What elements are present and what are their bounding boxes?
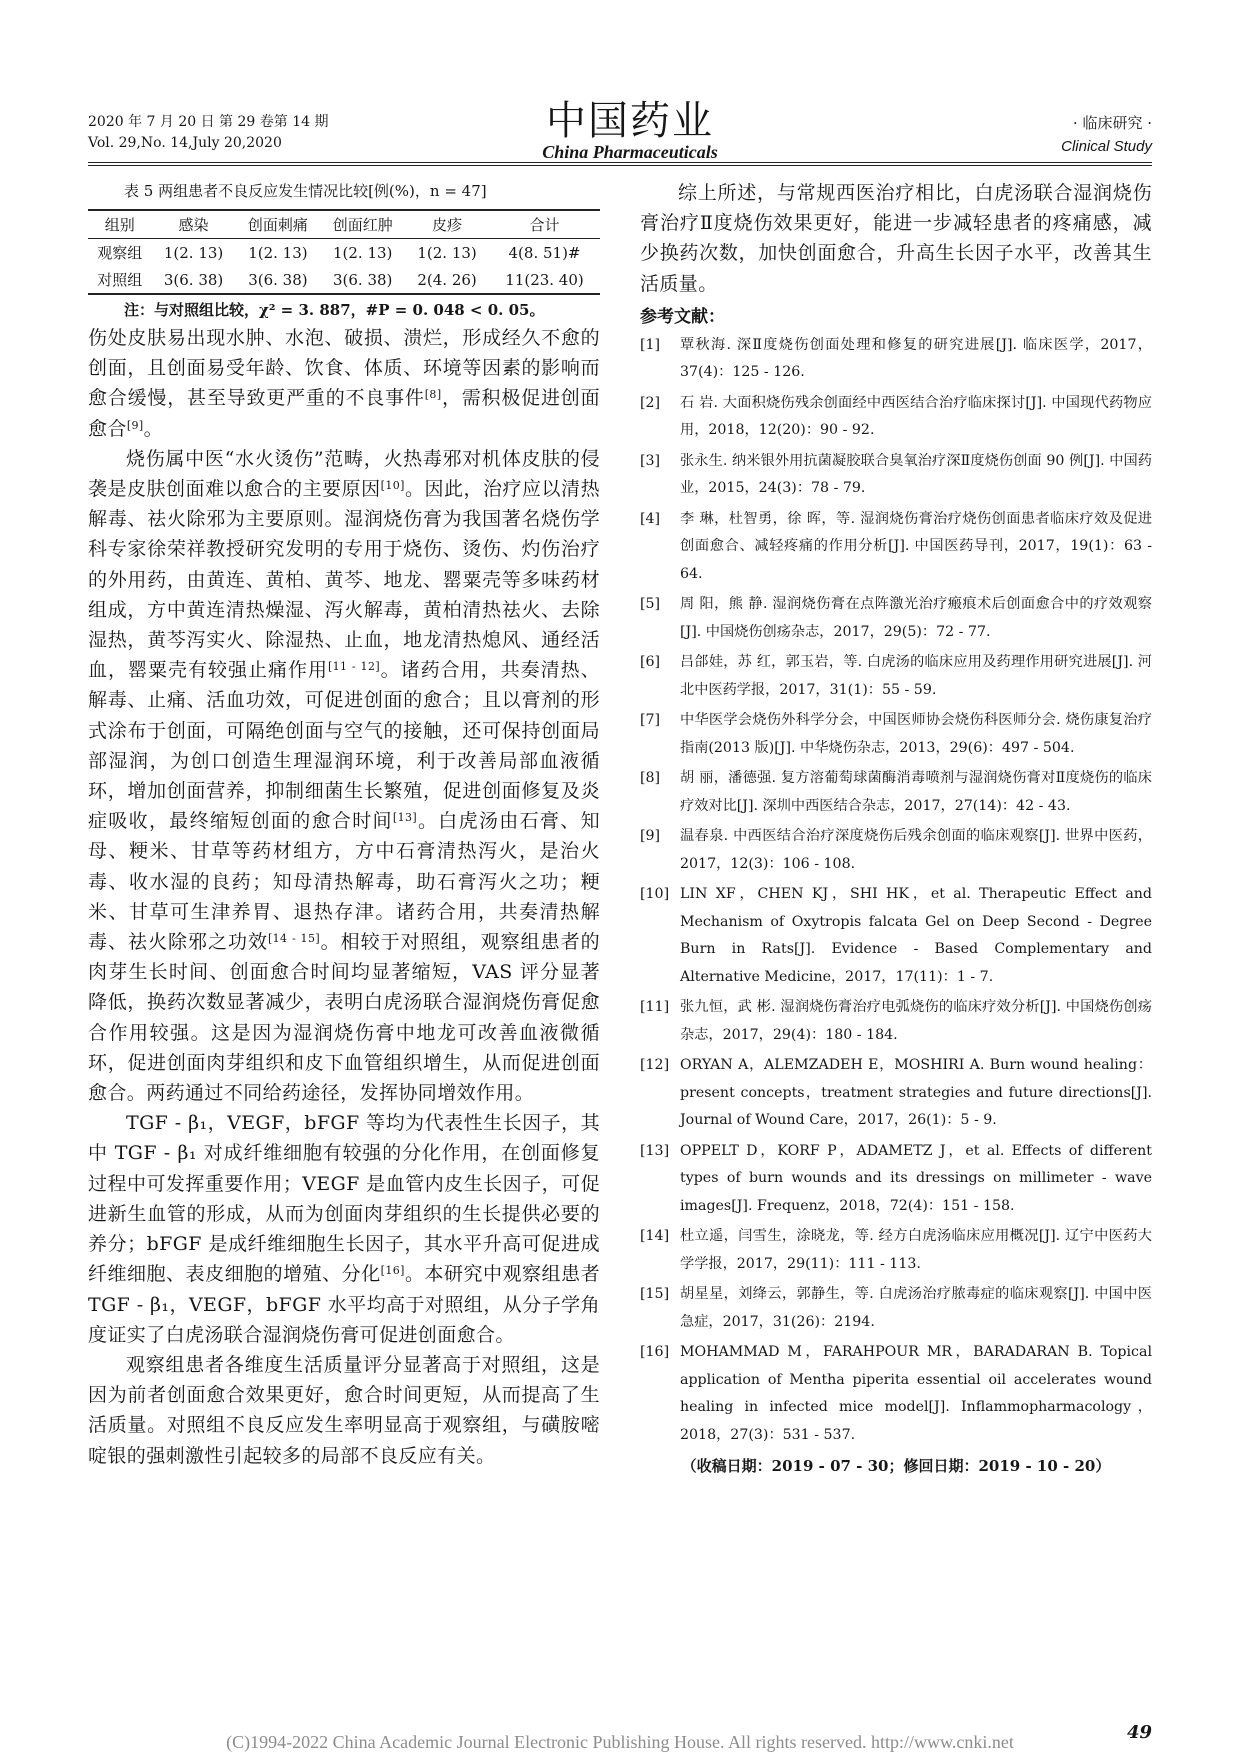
reference-number: [16] <box>640 1344 670 1361</box>
reference-number: [2] <box>640 394 661 411</box>
reference-item <box>640 765 1152 820</box>
reference-text: 温春泉. 中西医结合治疗深度烧伤后残余创面的临床观察[J]. 世界中医药，2017，12(3)：106 - 108. <box>680 828 1152 872</box>
conclusion-paragraph: 综上所述，与常规西医治疗相比，白虎汤联合湿润烧伤膏治疗Ⅱ度烧伤效果更好，能进一步减轻患者的疼痛感，减少换药次数，加快创面愈合，升高生长因子水平，改善其生活质量。 <box>640 182 1152 295</box>
table-cell: 1(2. 13) <box>163 243 224 262</box>
table-cell: 1(2. 13) <box>248 243 308 262</box>
citation-ref[interactable]: [8] <box>424 388 442 402</box>
reference-item <box>640 506 1152 589</box>
citation-ref[interactable]: [14 - 15] <box>267 932 321 946</box>
reference-list <box>640 332 1152 1450</box>
reference-text: MOHAMMAD M，FARAHPOUR MR，BARADARAN B. Topical application of Mentha piperita essential oil accelerates wound healing in infected mice model[J]. Inflammopharmacology，2018，27(3)：531 - 537. <box>680 1344 1152 1443</box>
reference-text: 中华医学会烧伤外科学分会，中国医师协会烧伤科医师分会. 烧伤康复治疗指南(2013 版)[J]. 中华烧伤杂志，2013，29(6)：497 - 504. <box>680 712 1152 756</box>
reference-number: [10] <box>640 886 670 903</box>
paragraph-text: 。诸药合用，共奏清热、解毒、止痛、活血功效，可促进创面的愈合；且以膏剂的形式涂布于创面，可隔绝创面与空气的接触，还可保持创面局部湿润，为创口创造生理湿润环境，利于改善局部血液循环，增加创面营养，抑制细菌生长繁殖，促进创面修复及炎症吸收，最终缩短创面的愈合时间 <box>88 659 600 833</box>
table-cell: 对照组 <box>88 266 152 294</box>
body-paragraph <box>88 444 600 1108</box>
reference-number: [11] <box>640 999 670 1016</box>
table-cell: 3(6. 38) <box>320 266 405 294</box>
reference-number: [14] <box>640 1228 670 1245</box>
body-paragraph <box>88 1350 600 1471</box>
reference-text: 张九恒，武 彬. 湿润烧伤膏治疗电弧烧伤的临床疗效分析[J]. 中国烧伤创疡杂志，2017，29(4)：180 - 184. <box>680 999 1152 1043</box>
reference-item <box>640 823 1152 878</box>
reference-text: ORYAN A，ALEMZADEH E，MOSHIRI A. Burn wound healing：present concepts，treatment strategies and future directions[J]. Journal of Wound Care，2017，26(1)：5 - 9. <box>680 1057 1152 1129</box>
reference-number: [1] <box>640 336 661 353</box>
reference-item <box>640 1281 1152 1336</box>
right-column <box>640 178 1152 1479</box>
reference-item <box>640 448 1152 503</box>
table-note: 注：与对照组比较，χ² = 3. 887，#P = 0. 048 < 0. 05。 <box>124 301 545 319</box>
reference-number: [6] <box>640 654 661 671</box>
section-label <box>1061 112 1152 158</box>
reference-text: 石 岩. 大面积烧伤残余创面经中西医结合治疗临床探讨[J]. 中国现代药物应用，2018，12(20)：90 - 92. <box>680 394 1152 439</box>
header-rule-second <box>88 165 1152 166</box>
reference-number: [8] <box>640 770 661 787</box>
reference-text: 杜立遥，闫雪生，涂晓龙，等. 经方白虎汤临床应用概况[J]. 辽宁中医药大学学报，2017，29(11)：111 - 113. <box>680 1228 1152 1272</box>
reference-item <box>640 390 1152 445</box>
journal-logo-en: China Pharmaceuticals <box>542 142 718 162</box>
reference-text: LIN XF，CHEN KJ，SHI HK，et al. Therapeutic Effect and Mechanism of Oxytropis falcata Gel on Deep Second - Degree Burn in Rats[J]. Evidence - Based Complementary and Alternative Medicine，2017，17(11)：1 - 7. <box>680 886 1152 985</box>
reference-text: 胡星星，刘绛云，郭静生，等. 白虎汤治疗脓毒症的临床观察[J]. 中国中医急症，2017，31(26)：2194. <box>680 1286 1152 1330</box>
body-paragraph <box>88 1108 600 1350</box>
reference-text: 胡 丽，潘德强. 复方溶葡萄球菌酶消毒喷剂与湿润烧伤膏对Ⅱ度烧伤的临床疗效对比[J]. 深圳中西医结合杂志，2017，27(14)：42 - 43. <box>680 770 1152 814</box>
body-paragraph <box>88 323 600 444</box>
section-label-en: Clinical Study <box>1061 138 1152 155</box>
header-rule <box>88 162 1152 163</box>
table-row <box>88 239 600 267</box>
received-date: （收稿日期：2019 - 07 - 30；修回日期：2019 - 10 - 20） <box>681 1457 1111 1476</box>
table-header-cell: 创面刺痛 <box>236 210 321 239</box>
reference-item <box>640 332 1152 387</box>
copyright-footer: (C)1994-2022 China Academic Journal Electronic Publishing House. All rights reserved. http://www.cnki.net <box>226 1732 1014 1752</box>
reference-text: 覃秋海. 深Ⅱ度烧伤创面处理和修复的研究进展[J]. 临床医学，2017，37(4)：125 - 126. <box>680 336 1152 381</box>
paragraph-text: 伤处皮肤易出现水肿、水泡、破损、溃烂，形成经久不愈的创面，且创面易受年龄、饮食、体质、环境等因素的影响而愈合缓慢，甚至导致更严重的不良事件 <box>88 327 600 410</box>
paragraph-text: 。白虎汤由石膏、知母、粳米、甘草等药材组方，方中石膏清热泻火，是治火毒、收水湿的良药；知母清热解毒，助石膏泻火之功；粳米、甘草可生津养胃、退热存津。诸药合用，共奏清热解毒、祛火除邪之功效 <box>88 810 600 954</box>
reference-number: [4] <box>640 510 661 527</box>
reference-text: 李 琳，杜智勇，徐 晖，等. 湿润烧伤膏治疗烧伤创面患者临床疗效及促进创面愈合、减轻疼痛的作用分析[J]. 中国医药导刊，2017，19(1)：63 - 64. <box>680 510 1152 582</box>
page-number: 49 <box>1126 1722 1152 1743</box>
paragraph-text: 观察组患者各维度生活质量评分显著高于对照组，这是因为前者创面愈合效果更好，愈合时间更短，从而提高了生活质量。对照组不良反应发生率明显高于观察组，与磺胺嘧啶银的强刺激性引起较多的局部不良反应有关。 <box>88 1353 600 1467</box>
reference-number: [13] <box>640 1142 670 1159</box>
issue-date-cn: 2020 年 7 月 20 日 第 29 卷第 14 期 <box>88 114 329 130</box>
adverse-reaction-table <box>88 209 600 295</box>
reference-item <box>640 591 1152 646</box>
issue-date-en: Vol. 29,No. 14,July 20,2020 <box>88 135 282 151</box>
table-row <box>88 266 600 294</box>
reference-text: OPPELT D，KORF P，ADAMETZ J，et al. Effects of different types of burn wounds and its dressings on millimeter - wave images[J]. Frequenz，2018，72(4)：151 - 158. <box>680 1142 1152 1214</box>
paragraph-text: 。因此，治疗应以清热解毒、祛火除邪为主要原则。湿润烧伤膏为我国著名烧伤学科专家徐荣祥教授研究发明的专用于烧伤、烫伤、灼伤治疗的外用药，由黄连、黄柏、黄芩、地龙、罂粟壳等多味药材组成，方中黄连清热燥湿、泻火解毒，黄柏清热祛火、去除湿热，黄芩泻实火、除湿热、止血，地龙清热熄风、通经活血，罂粟壳有较强止痛作用 <box>88 478 600 682</box>
reference-text: 张永生. 纳米银外用抗菌凝胶联合臭氧治疗深Ⅱ度烧伤创面 90 例[J]. 中国药业，2015，24(3)：78 - 79. <box>680 452 1152 497</box>
table-header-cell: 皮疹 <box>405 210 489 239</box>
table-cell: 2(4. 26) <box>405 266 489 294</box>
paragraph-text: 。 <box>143 417 164 440</box>
table-header-row <box>88 210 600 239</box>
journal-logo-cn: 中国药业 <box>546 98 714 144</box>
left-column <box>88 180 600 1471</box>
reference-number: [5] <box>640 596 661 613</box>
citation-ref[interactable]: [9] <box>126 418 144 432</box>
reference-item <box>640 1138 1152 1221</box>
table-header-cell: 组别 <box>88 210 152 239</box>
references-heading: 参考文献： <box>640 306 725 327</box>
table-caption: 表 5 两组患者不良反应发生情况比较[例(%)，n = 47] <box>124 182 487 200</box>
table-cell: 1(2. 13) <box>417 243 477 262</box>
table-header-cell: 创面红肿 <box>320 210 405 239</box>
table-cell: 11(23. 40) <box>489 266 600 294</box>
table-header-cell: 感染 <box>152 210 236 239</box>
reference-text: 周 阳，熊 静. 湿润烧伤膏在点阵激光治疗瘢痕术后创面愈合中的疗效观察[J]. 中国烧伤创疡杂志，2017，29(5)：72 - 77. <box>680 596 1152 640</box>
reference-item <box>640 1339 1152 1449</box>
reference-number: [3] <box>640 452 661 469</box>
reference-item <box>640 649 1152 704</box>
reference-item <box>640 1052 1152 1135</box>
reference-number: [15] <box>640 1286 670 1303</box>
citation-ref[interactable]: [13] <box>392 811 418 825</box>
table-header-cell: 合计 <box>489 210 600 239</box>
paragraph-text: 。本研究中观察组患者 TGF - β₁，VEGF，bFGF 水平均高于对照组，从分子学角度证实了白虎汤联合湿润烧伤膏可促进创面愈合。 <box>88 1263 600 1346</box>
citation-ref[interactable]: [11 - 12] <box>327 660 381 674</box>
table-cell: 4(8. 51)# <box>508 243 581 262</box>
table-cell: 1(2. 13) <box>332 243 393 262</box>
journal-logo <box>520 100 740 162</box>
table-cell: 观察组 <box>97 244 143 262</box>
reference-number: [7] <box>640 712 661 729</box>
reference-item <box>640 707 1152 762</box>
section-label-cn: · 临床研究 · <box>1072 114 1152 132</box>
table-cell: 3(6. 38) <box>152 266 236 294</box>
reference-number: [12] <box>640 1057 670 1074</box>
reference-item <box>640 1223 1152 1278</box>
paragraph-text: 烧伤属中医“水火烫伤”范畴，火热毒邪对机体皮肤的侵袭是皮肤创面难以愈合的主要原因 <box>88 447 600 501</box>
paragraph-text: 。相较于对照组，观察组患者的肉芽生长时间、创面愈合时间均显著缩短，VAS 评分显著降低，换药次数显著减少，表明白虎汤联合湿润烧伤膏促愈合作用较强。这是因为湿润烧伤膏中地龙可改善血液微循环，促进创面肉芽组织和皮下血管组织增生，从而促进创面愈合。两药通过不同给药途径，发挥协同增效作用。 <box>88 931 601 1105</box>
reference-text: 吕郃娃，苏 红，郭玉岩，等. 白虎汤的临床应用及药理作用研究进展[J]. 河北中医药学报，2017，31(1)：55 - 59. <box>680 654 1152 698</box>
table-cell: 3(6. 38) <box>236 266 321 294</box>
paragraph-text: ，需积极促进创面愈合 <box>88 387 600 440</box>
reference-item <box>640 994 1152 1049</box>
journal-issue-info <box>88 112 328 154</box>
citation-ref[interactable]: [10] <box>380 479 405 493</box>
reference-number: [9] <box>640 828 661 845</box>
paragraph-text: TGF - β₁，VEGF，bFGF 等均为代表性生长因子，其中 TGF - β₁ 对成纤维细胞有较强的分化作用，在创面修复过程中可发挥重要作用；VEGF 是血管内皮生长因子，可促进新生血管的形成，从而为创面肉芽组织的生长提供必要的养分；bFGF 是成纤维细胞生长因子，其水平升高可促进成纤维细胞、表皮细胞的增殖、分化 <box>88 1112 600 1286</box>
citation-ref[interactable]: [16] <box>380 1264 405 1278</box>
reference-item <box>640 881 1152 991</box>
